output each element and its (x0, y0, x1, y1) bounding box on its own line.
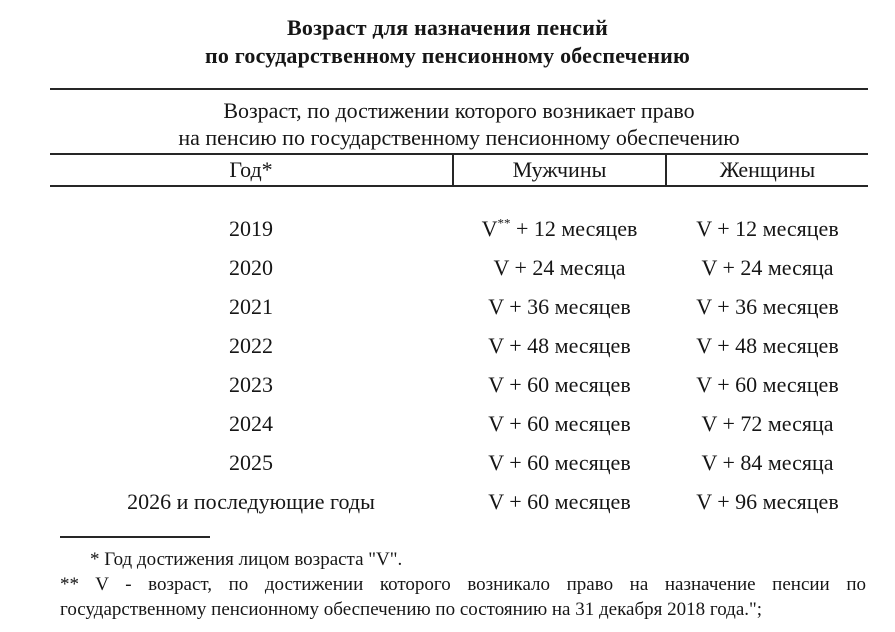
cell-women: V + 12 месяцев (696, 215, 839, 241)
cell-year: 2020 (229, 254, 273, 280)
cell-women: V + 60 месяцев (696, 371, 839, 397)
cell-men: V + 60 месяцев (488, 371, 631, 397)
footnotes-section (60, 536, 866, 622)
cell-women: V + 36 месяцев (696, 293, 839, 319)
cell-year: 2023 (229, 371, 273, 397)
footnote-divider (60, 536, 210, 538)
table-row (50, 365, 868, 404)
footnote-2: ** V - возраст, по достижении которого возникало право на назначение пенсии по государственному пенсионному обеспечению по состоянию на 31 декабря 2018 года."; (60, 574, 866, 620)
column-header-year: Год* (229, 157, 273, 182)
table-body (50, 209, 868, 521)
table-subheader-line1: Возраст, по достижении которого возникает право (223, 98, 695, 123)
table-subheader-line2: на пенсию по государственному пенсионному обеспечению (178, 125, 740, 150)
column-header-women: Женщины (719, 157, 816, 182)
cell-year: 2019 (229, 215, 273, 241)
table-row (50, 482, 868, 521)
table-subheader (50, 88, 868, 151)
cell-men: V + 36 месяцев (488, 293, 631, 319)
table-row (50, 326, 868, 365)
footnote-1: * Год достижения лицом возраста "V". (90, 549, 403, 570)
pension-table (50, 88, 868, 521)
cell-men: V + 60 месяцев (488, 488, 631, 514)
cell-men (452, 216, 667, 242)
footnote-marker: ** (497, 215, 511, 231)
cell-men-base: V (481, 215, 498, 241)
table-header-row (50, 153, 868, 187)
cell-year: 2024 (229, 410, 273, 436)
cell-year: 2025 (229, 449, 273, 475)
table-row (50, 209, 868, 248)
table-row (50, 404, 868, 443)
cell-men: V + 60 месяцев (488, 410, 631, 436)
cell-men: V + 60 месяцев (488, 449, 631, 475)
cell-women: V + 24 месяца (701, 254, 834, 280)
column-header-men: Мужчины (452, 155, 667, 185)
table-row (50, 443, 868, 482)
page-title (0, 14, 895, 70)
cell-women: V + 72 месяца (701, 410, 834, 436)
cell-men-rest: + 12 месяцев (510, 215, 638, 241)
cell-women: V + 96 месяцев (696, 488, 839, 514)
table-row (50, 287, 868, 326)
cell-men: V + 24 месяца (493, 254, 626, 280)
cell-year: 2021 (229, 293, 273, 319)
cell-women: V + 84 месяца (701, 449, 834, 475)
cell-year: 2022 (229, 332, 273, 358)
table-row (50, 248, 868, 287)
cell-men: V + 48 месяцев (488, 332, 631, 358)
cell-women: V + 48 месяцев (696, 332, 839, 358)
page-title-line1: Возраст для назначения пенсий (287, 15, 608, 40)
cell-year: 2026 и последующие годы (127, 488, 375, 514)
page-title-line2: по государственному пенсионному обеспечению (204, 43, 691, 68)
